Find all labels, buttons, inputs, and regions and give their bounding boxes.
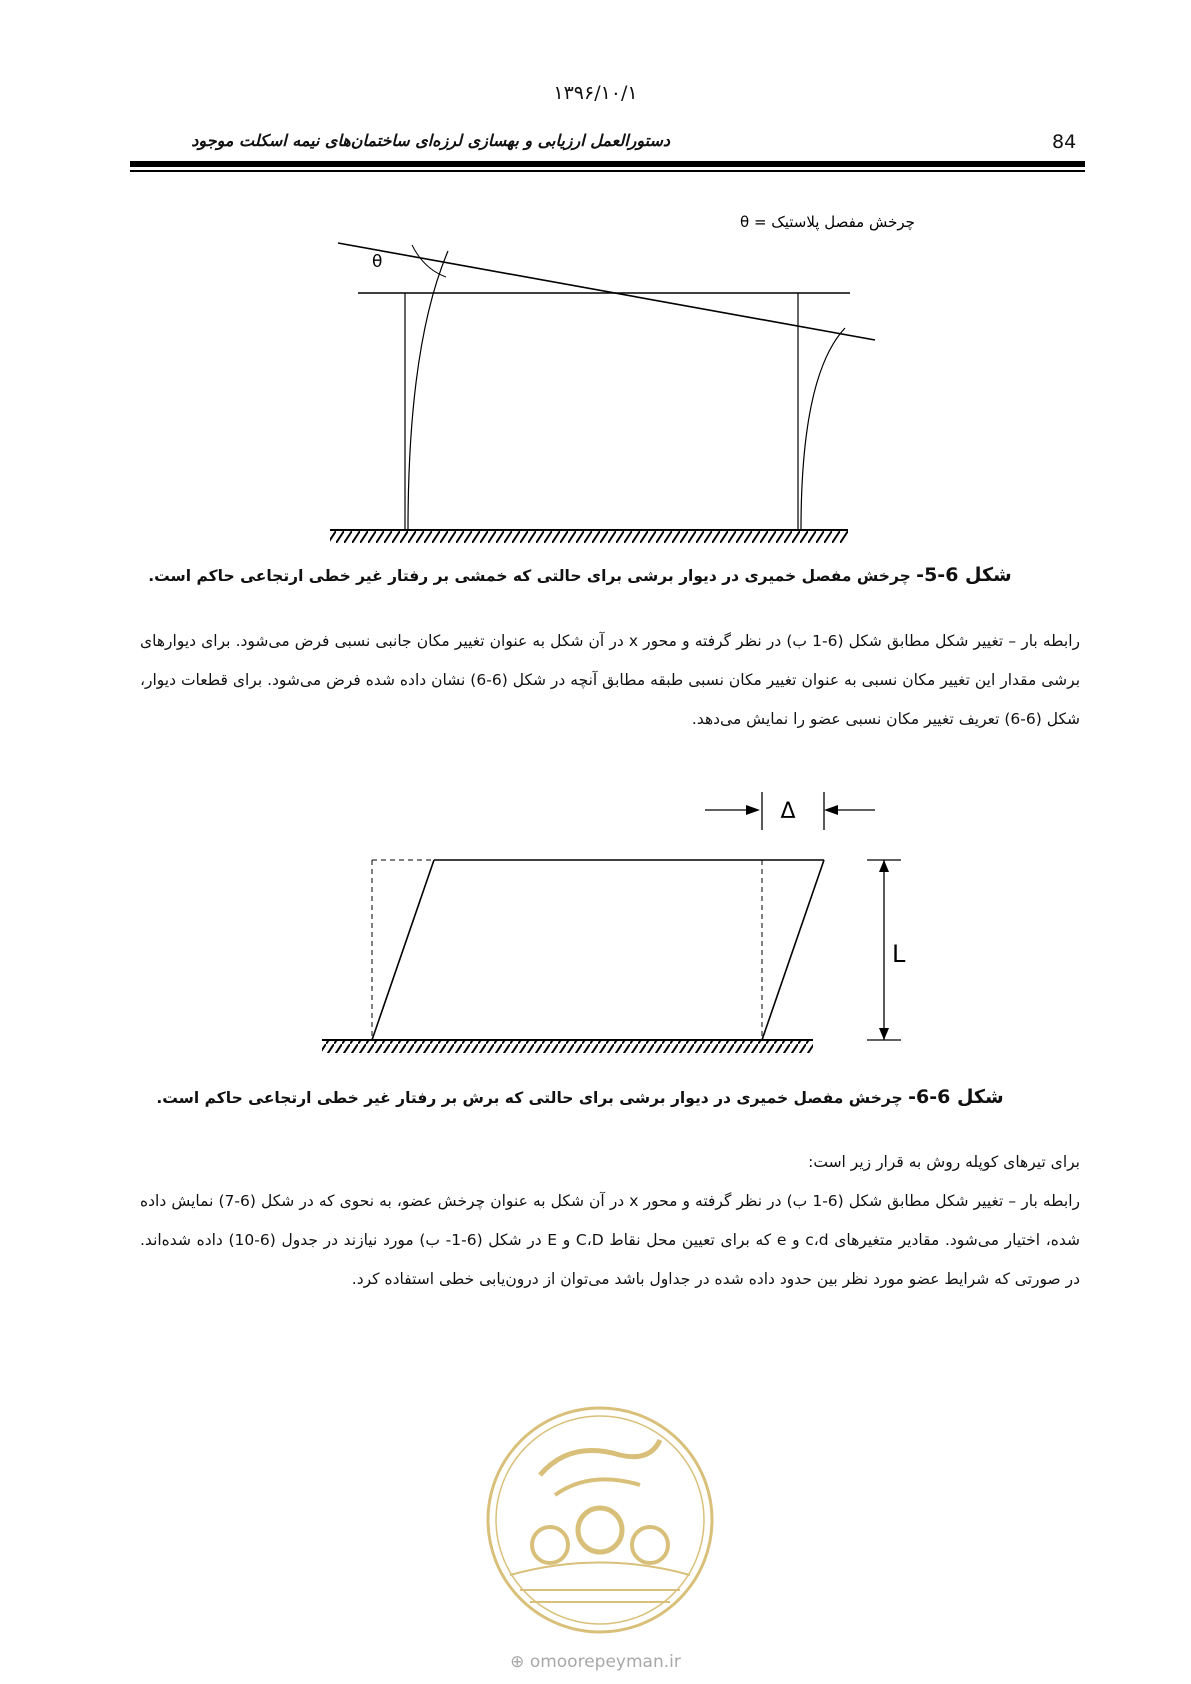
figure1-caption-text: چرخش مفصل خمیری در دیوار برشی برای حالتی که خمشی بر رفتار غیر خطی ارتجاعی حاکم است. <box>148 567 911 585</box>
header-rule-thick <box>130 161 1085 167</box>
ground-hatch-2 <box>322 1041 813 1053</box>
theta-symbol: θ <box>372 252 383 272</box>
figure-flexural-rotation <box>320 195 915 555</box>
paragraph-2 <box>140 1143 1080 1299</box>
header-rule-thin <box>130 170 1085 172</box>
ground-hatch <box>330 531 848 543</box>
length-arrow-top <box>879 860 889 872</box>
length-arrow-bottom <box>879 1028 889 1040</box>
paragraph-1 <box>140 622 1080 739</box>
watermark-url-text: omoorepeyman.ir <box>529 1652 681 1672</box>
chord-line <box>338 243 875 340</box>
page-number: 84 <box>1052 131 1077 153</box>
paragraph-2-line-1: برای تیرهای کوپله روش به قرار زیر است: <box>808 1153 1080 1171</box>
deformed-right <box>762 860 824 1040</box>
figure2-caption-text: چرخش مفصل خمیری در دیوار برشی برای حالتی که برش بر رفتار غیر خطی ارتجاعی حاکم است. <box>156 1089 903 1107</box>
watermark-seal <box>480 1400 720 1640</box>
delta-arrow-right-head <box>824 805 838 815</box>
deformed-left <box>372 860 434 1040</box>
paragraph-2-text: رابطه بار – تغییر شکل مطابق شکل (6-1 ب) در نظر گرفته و محور x در آن شکل به عنوان چرخش عضو، به نحوی که در شکل (6-7) نمایش داده شده، اختیار می‌شود. مقادیر متغیرهای c،d و e که برای تعیین محل نقاط C،D و E در شکل (6-1- ب) مورد نیازند در جدول (6-10) داده شده‌اند. در صورتی که شرایط عضو مورد نظر بین حدود داده شده در جداول باشد می‌توان از درون‌یابی خطی استفاده کرد. <box>140 1192 1081 1288</box>
globe-icon: ⊕ <box>510 1652 525 1672</box>
theta-annotation: چرخش مفصل پلاستیک = θ <box>740 213 915 231</box>
right-deformed-wall <box>801 328 845 530</box>
running-title: دستورالعمل ارزیابی و بهسازی لرزه‌ای ساختمان‌های نیمه اسکلت موجود <box>191 131 670 150</box>
figure-shear-drift <box>310 780 910 1070</box>
figure2-caption <box>130 1086 1030 1108</box>
delta-label: Δ <box>780 799 796 824</box>
figure1-caption-label: شکل 6-5- <box>916 564 1012 586</box>
delta-arrow-left-head <box>746 805 760 815</box>
figure1-caption <box>130 564 1030 586</box>
figure2-caption-label: شکل 6-6- <box>908 1086 1004 1108</box>
paragraph-1-text: رابطه بار – تغییر شکل مطابق شکل (6-1 ب) در نظر گرفته و محور x در آن شکل به عنوان تغییر مکان جانبی نسبی فرض می‌شود. برای دیوارهای برشی مقدار این تغییر مکان نسبی به عنوان تغییر مکان نسبی طبقه مطابق آنچه در شکل (6-6) نشان داده شده فرض می‌شود. برای قطعات دیوار، شکل (6-6) تعریف تغییر مکان نسبی عضو را نمایش می‌دهد. <box>140 632 1081 728</box>
length-label: L <box>892 940 906 968</box>
watermark-url <box>0 1652 1191 1672</box>
document-date: ۱۳۹۶/۱۰/۱ <box>553 82 638 104</box>
